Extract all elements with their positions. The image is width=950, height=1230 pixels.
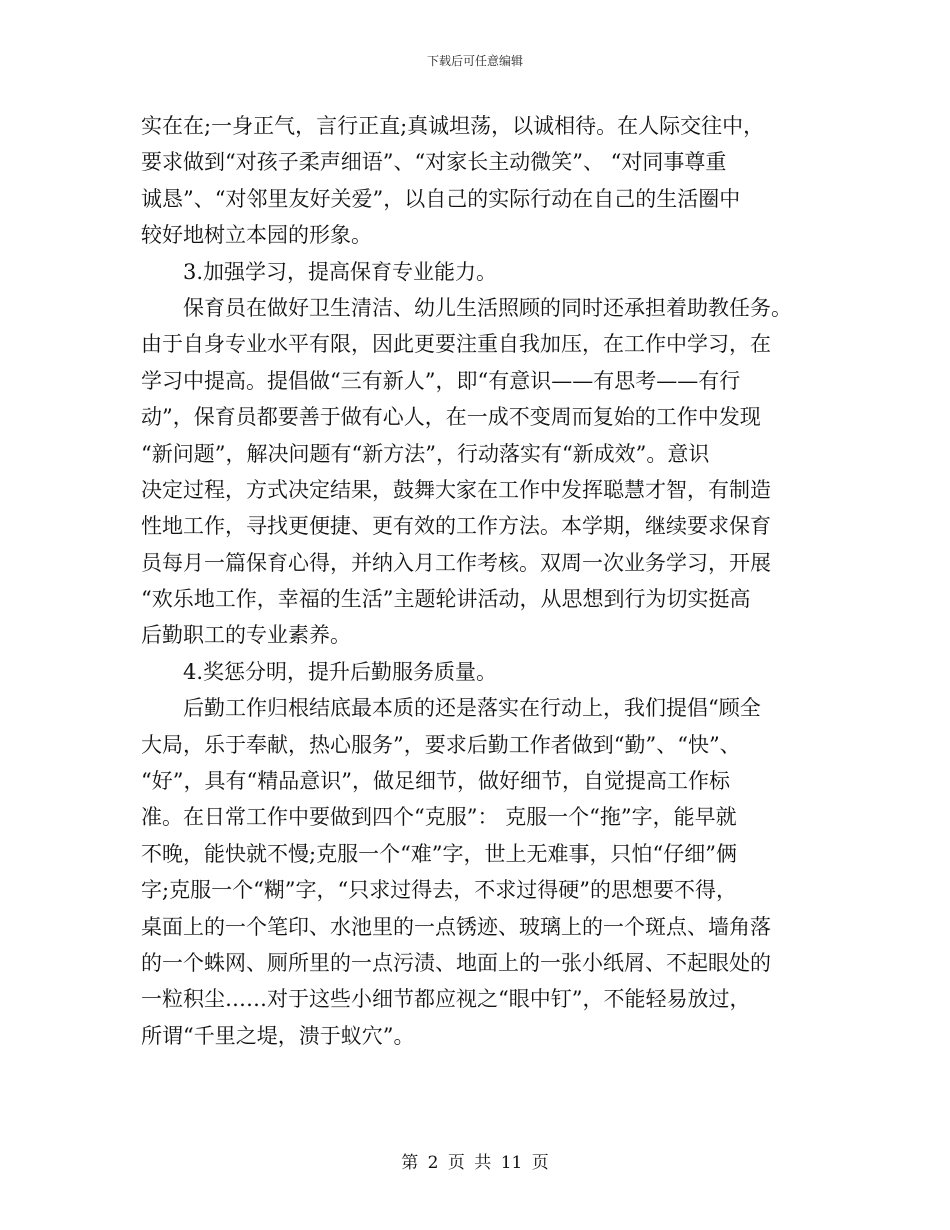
body-line: 员每月一篇保育心得，并纳入月工作考核。双周一次业务学习，开展 xyxy=(141,550,771,575)
paragraph-start: 后勤工作归根结底最本质的还是落实在行动上，我们提倡“顾全 xyxy=(183,696,761,721)
body-line: 动”，保育员都要善于做有心人，在一成不变周而复始的工作中发现 xyxy=(141,405,761,430)
body-line: 准。在日常工作中要做到四个“克服”： 克服一个“拖”字，能早就 xyxy=(141,805,737,830)
body-line: 大局，乐于奉献，热心服务”，要求后勤工作者做到“勤”、“快”、 xyxy=(141,732,741,757)
body-line: 决定过程，方式决定结果，鼓舞大家在工作中发挥聪慧才智，有制造 xyxy=(141,477,771,502)
body-line: “欢乐地工作，幸福的生活”主题轮讲活动，从思想到行为切实挺高 xyxy=(141,587,751,612)
body-line: 字;克服一个“糊”字，“只求过得去，不求过得硬”的思想要不得， xyxy=(141,878,738,903)
body-line: 性地工作，寻找更便捷、更有效的工作方法。本学期，继续要求保育 xyxy=(141,514,771,539)
body-line: 不晚，能快就不慢;克服一个“难”字，世上无难事，只怕“仔细”俩 xyxy=(141,841,738,866)
body-line: 学习中提高。提倡做“三有新人”，即“有意识——有思考——有行 xyxy=(141,368,741,393)
header-note: 下载后可任意编辑 xyxy=(426,54,523,68)
section-heading-3: 3.加强学习，提高保育专业能力。 xyxy=(183,259,498,284)
body-line: 要求做到“对孩子柔声细语”、“对家长主动微笑”、 “对同事尊重 xyxy=(141,150,727,175)
body-line: 实在在;一身正气，言行正直;真诚坦荡，以诚相待。在人际交往中， xyxy=(141,114,765,138)
body-line: 所谓“千里之堤，溃于蚁穴”。 xyxy=(141,1023,415,1048)
body-line: 的一个蛛网、厕所里的一点污渍、地面上的一张小纸屑、不起眼处的 xyxy=(141,950,771,975)
page-number: 第 2 页 共 11 页 xyxy=(401,1153,549,1173)
body-line: 诚恳”、“对邻里友好关爱”，以自己的实际行动在自己的生活圈中 xyxy=(141,186,741,211)
document-body xyxy=(141,108,811,1054)
body-line: 后勤职工的专业素养。 xyxy=(141,623,351,648)
section-heading-4: 4.奖惩分明，提升后勤服务质量。 xyxy=(183,659,498,684)
body-line: 由于自身专业水平有限，因此更要注重自我加压，在工作中学习，在 xyxy=(141,332,771,357)
paragraph-start: 保育员在做好卫生清洁、幼儿生活照顾的同时还承担着助教任务。 xyxy=(183,295,792,320)
body-line: “好”，具有“精品意识”，做足细节，做好细节，自觉提高工作标 xyxy=(141,769,730,794)
body-line: 一粒积尘……对于这些小细节都应视之“眼中钉”，不能轻易放过， xyxy=(141,987,751,1012)
body-line: “新问题”，解决问题有“新方法”，行动落实有“新成效”。意识 xyxy=(141,441,710,466)
body-line: 较好地树立本园的形象。 xyxy=(141,223,372,248)
body-line: 桌面上的一个笔印、水池里的一点锈迹、玻璃上的一个斑点、墙角落 xyxy=(141,914,771,939)
